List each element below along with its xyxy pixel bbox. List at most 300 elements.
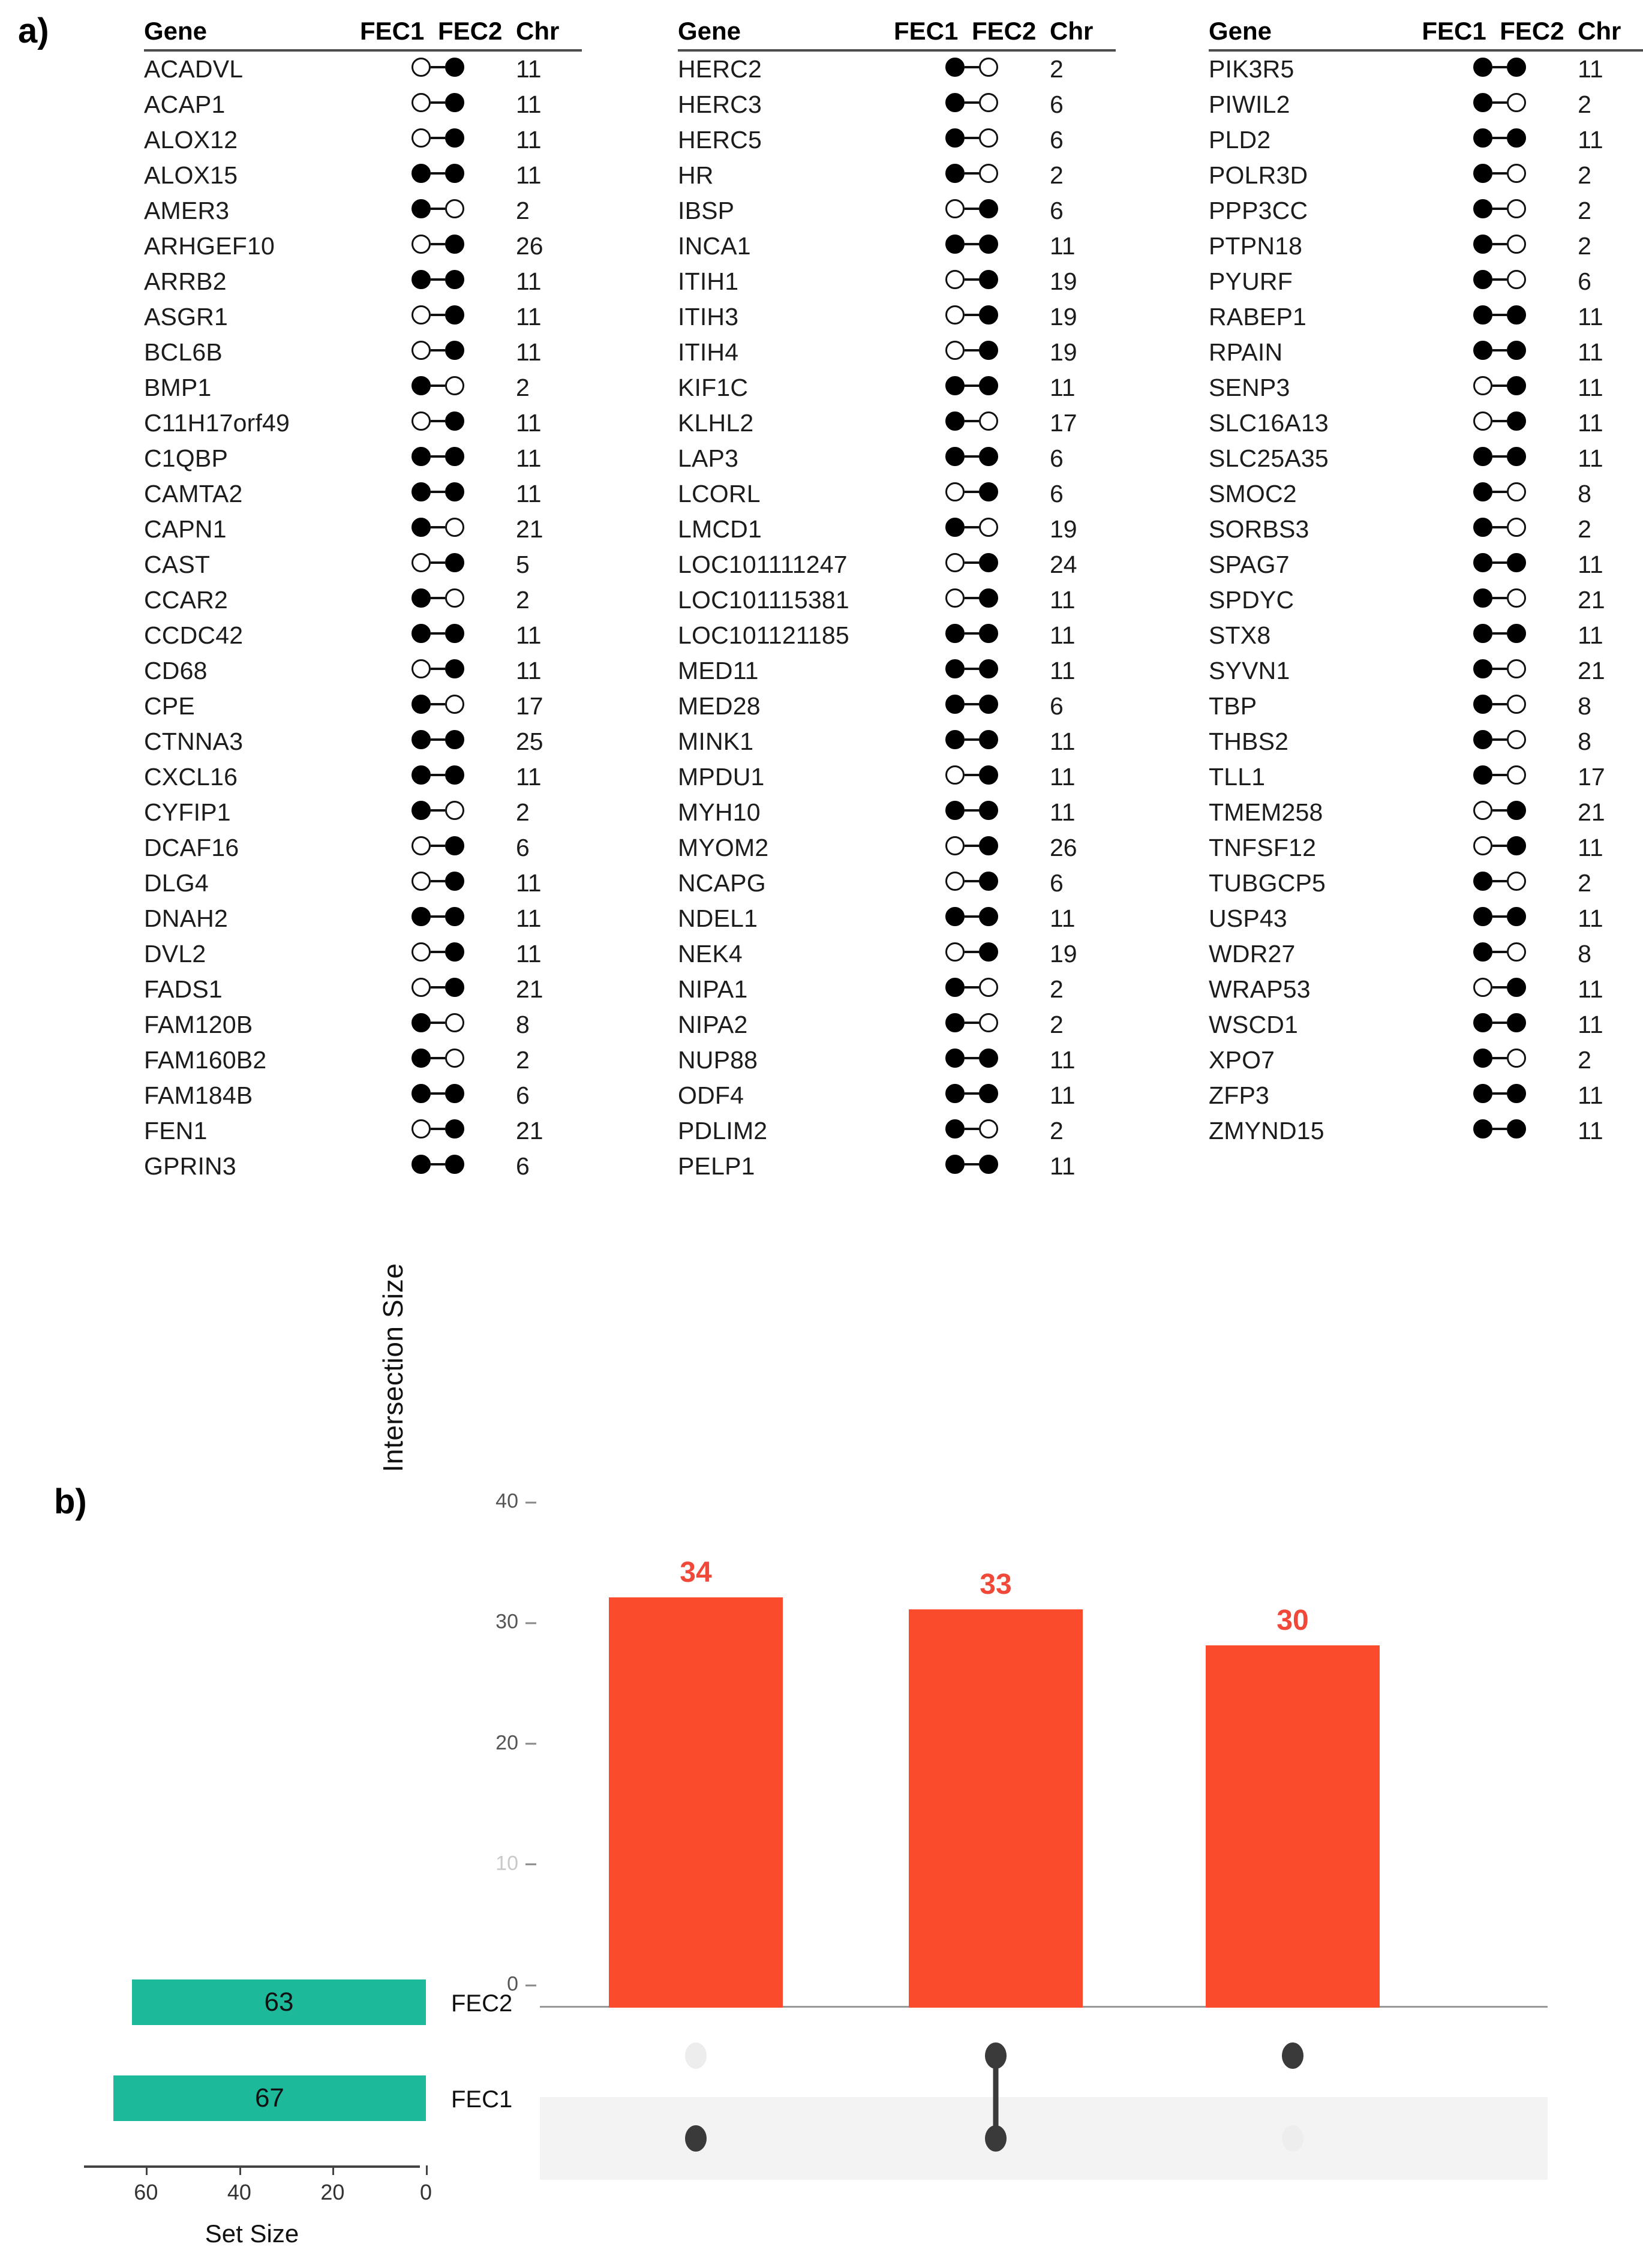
- fec2-open-dot-icon: [979, 411, 998, 431]
- gene-name: KIF1C: [678, 374, 749, 401]
- table-row: [1209, 512, 1643, 547]
- fec2-filled-dot-icon: [1507, 801, 1526, 820]
- dot-connector-icon: [431, 1092, 445, 1095]
- fec-dot-pair: [360, 724, 516, 759]
- gene-name: NCAPG: [678, 869, 766, 897]
- fec-dot-pair: [894, 689, 1050, 724]
- fec1-filled-dot-icon: [411, 801, 431, 820]
- fec-dot-pair: [360, 582, 516, 618]
- dot-connector-icon: [431, 561, 445, 564]
- fec2-filled-dot-icon: [1507, 836, 1526, 855]
- fec1-filled-dot-icon: [1473, 482, 1492, 501]
- gene-name: PLD2: [1209, 126, 1271, 154]
- fec-dot-pair: [894, 193, 1050, 229]
- fec2-filled-dot-icon: [1507, 1013, 1526, 1032]
- table-row: [144, 795, 582, 830]
- fec2-filled-dot-icon: [1507, 907, 1526, 926]
- chromosome-value: 11: [516, 91, 542, 118]
- fec1-filled-dot-icon: [1473, 447, 1492, 466]
- chromosome-value: 21: [1578, 657, 1605, 684]
- fec-dot-pair: [894, 441, 1050, 476]
- gene-name: WRAP53: [1209, 975, 1311, 1003]
- matrix-dot-active[interactable]: [1282, 2042, 1303, 2069]
- gene-name: FAM160B2: [144, 1046, 267, 1074]
- fec-dot-pair: [894, 653, 1050, 689]
- dot-connector-icon: [965, 632, 979, 635]
- chromosome-value: 11: [1050, 374, 1076, 401]
- fec2-filled-dot-icon: [445, 836, 464, 855]
- table-row: [678, 405, 1116, 441]
- gene-name: GPRIN3: [144, 1152, 236, 1180]
- fec2-filled-dot-icon: [445, 128, 464, 148]
- table-row: [678, 264, 1116, 299]
- fec-dot-pair: [894, 1078, 1050, 1113]
- fec1-filled-dot-icon: [411, 624, 431, 643]
- matrix-dot-inactive[interactable]: [685, 2042, 707, 2069]
- fec1-open-dot-icon: [945, 553, 965, 572]
- table-row: [144, 370, 582, 405]
- set-size-tick-mark: [426, 2165, 428, 2175]
- dot-connector-icon: [965, 668, 979, 670]
- gene-table: [144, 17, 582, 1184]
- fec-dot-pair: [360, 299, 516, 335]
- fec-dot-pair: [360, 1149, 516, 1184]
- chromosome-value: 11: [516, 763, 542, 791]
- dot-connector-icon: [1492, 1057, 1507, 1059]
- header-fec2: FEC2: [438, 17, 516, 50]
- gene-name: TBP: [1209, 692, 1257, 720]
- table-row: [678, 441, 1116, 476]
- fec1-filled-dot-icon: [1473, 730, 1492, 749]
- gene-name: PYURF: [1209, 268, 1293, 295]
- dot-connector-icon: [1492, 597, 1507, 599]
- table-row: [1209, 335, 1643, 370]
- fec2-open-dot-icon: [1507, 199, 1526, 218]
- fec-dot-pair: [360, 512, 516, 547]
- fec2-filled-dot-icon: [979, 801, 998, 820]
- table-row: [1209, 1007, 1643, 1043]
- dot-connector-icon: [965, 1128, 979, 1130]
- matrix-dot-inactive[interactable]: [1282, 2125, 1303, 2152]
- fec-dot-pair: [1422, 50, 1578, 87]
- header-fec1: FEC1: [360, 17, 438, 50]
- y-axis-tick-label: 40: [495, 1489, 518, 1513]
- chromosome-value: 11: [516, 480, 542, 507]
- gene-name: PTPN18: [1209, 232, 1303, 260]
- dot-connector-icon: [431, 1128, 445, 1130]
- fec-dot-pair: [1422, 582, 1578, 618]
- intersection-bar-value: 33: [980, 1569, 1012, 1601]
- dot-connector-icon: [431, 809, 445, 812]
- fec1-filled-dot-icon: [945, 93, 965, 112]
- fec-dot-pair: [1422, 689, 1578, 724]
- fec1-open-dot-icon: [945, 765, 965, 785]
- fec-dot-pair: [360, 866, 516, 901]
- table-row: [144, 901, 582, 936]
- chromosome-value: 11: [1050, 232, 1076, 260]
- fec1-filled-dot-icon: [945, 695, 965, 714]
- dot-connector-icon: [965, 951, 979, 953]
- set-name-label: FEC2: [451, 1990, 513, 2017]
- fec-dot-pair: [1422, 866, 1578, 901]
- fec2-filled-dot-icon: [445, 1155, 464, 1174]
- fec2-open-dot-icon: [1507, 270, 1526, 289]
- fec1-filled-dot-icon: [1473, 553, 1492, 572]
- dot-connector-icon: [1492, 951, 1507, 953]
- fec2-open-dot-icon: [979, 1119, 998, 1138]
- fec1-open-dot-icon: [411, 659, 431, 678]
- gene-name: DCAF16: [144, 834, 239, 861]
- fec2-filled-dot-icon: [1507, 341, 1526, 360]
- gene-name: ACADVL: [144, 55, 244, 83]
- table-row: [678, 370, 1116, 405]
- fec-dot-pair: [360, 405, 516, 441]
- gene-table-column-1: [144, 17, 582, 1184]
- fec1-filled-dot-icon: [945, 518, 965, 537]
- table-row: [678, 759, 1116, 795]
- fec-dot-pair: [1422, 724, 1578, 759]
- chromosome-value: 2: [516, 374, 530, 401]
- fec-dot-pair: [1422, 830, 1578, 866]
- gene-name: ARRB2: [144, 268, 227, 295]
- set-size-bar-value: 63: [264, 1987, 294, 2017]
- gene-name: USP43: [1209, 905, 1287, 932]
- set-name-label: FEC1: [451, 2086, 513, 2113]
- chromosome-value: 11: [1050, 798, 1076, 826]
- fec-dot-pair: [894, 299, 1050, 335]
- y-axis-tick: [495, 1611, 536, 1634]
- chromosome-value: 26: [1050, 834, 1077, 861]
- y-axis-tick-mark: [525, 1501, 536, 1503]
- fec1-filled-dot-icon: [1473, 695, 1492, 714]
- chromosome-value: 11: [1050, 1152, 1076, 1180]
- fec1-filled-dot-icon: [945, 58, 965, 77]
- fec1-filled-dot-icon: [945, 1084, 965, 1103]
- table-row: [1209, 1113, 1643, 1149]
- fec2-open-dot-icon: [1507, 765, 1526, 785]
- fec-dot-pair: [894, 50, 1050, 87]
- fec2-filled-dot-icon: [445, 447, 464, 466]
- gene-name: MED28: [678, 692, 761, 720]
- fec2-filled-dot-icon: [979, 305, 998, 325]
- fec2-filled-dot-icon: [979, 482, 998, 501]
- gene-name: HERC5: [678, 126, 762, 154]
- dot-connector-icon: [1492, 1022, 1507, 1024]
- chromosome-value: 2: [1578, 1046, 1591, 1074]
- dot-connector-icon: [965, 915, 979, 918]
- gene-name: LCORL: [678, 480, 761, 507]
- fec2-filled-dot-icon: [445, 164, 464, 183]
- fec1-open-dot-icon: [411, 1119, 431, 1138]
- chromosome-value: 11: [1050, 621, 1076, 649]
- fec-dot-pair: [360, 193, 516, 229]
- fec-dot-pair: [360, 229, 516, 264]
- fec1-filled-dot-icon: [945, 411, 965, 431]
- fec-dot-pair: [360, 264, 516, 299]
- fec-dot-pair: [1422, 476, 1578, 512]
- intersection-size-axis-label: Intersection Size: [377, 1263, 409, 1473]
- gene-name: RABEP1: [1209, 303, 1306, 331]
- fec-dot-pair: [360, 370, 516, 405]
- intersection-bar[interactable]: [909, 1609, 1083, 2008]
- fec1-open-dot-icon: [1473, 411, 1492, 431]
- chromosome-value: 2: [1050, 1011, 1064, 1038]
- dot-connector-icon: [965, 137, 979, 139]
- gene-name: CAST: [144, 551, 211, 578]
- table-row: [1209, 759, 1643, 795]
- gene-name: MYOM2: [678, 834, 769, 861]
- fec2-filled-dot-icon: [1507, 58, 1526, 77]
- table-row: [144, 759, 582, 795]
- fec2-open-dot-icon: [445, 695, 464, 714]
- dot-connector-icon: [1492, 561, 1507, 564]
- dot-connector-icon: [431, 1022, 445, 1024]
- gene-name: DNAH2: [144, 905, 228, 932]
- table-row: [678, 476, 1116, 512]
- fec2-open-dot-icon: [1507, 588, 1526, 608]
- table-row: [678, 724, 1116, 759]
- dot-connector-icon: [1492, 384, 1507, 387]
- dot-connector-icon: [1492, 738, 1507, 741]
- matrix-dot-active[interactable]: [985, 2125, 1007, 2152]
- fec-dot-pair: [360, 335, 516, 370]
- table-row: [144, 122, 582, 158]
- header-fec1: FEC1: [1422, 17, 1500, 50]
- chromosome-value: 2: [516, 197, 530, 224]
- y-axis-tick: [495, 1490, 536, 1513]
- gene-table: [678, 17, 1116, 1184]
- table-row: [1209, 547, 1643, 582]
- fec2-filled-dot-icon: [1507, 553, 1526, 572]
- chromosome-value: 8: [1578, 728, 1591, 755]
- dot-connector-icon: [1492, 774, 1507, 776]
- fec2-filled-dot-icon: [979, 1084, 998, 1103]
- dot-connector-icon: [965, 774, 979, 776]
- chromosome-value: 5: [516, 551, 530, 578]
- fec1-open-dot-icon: [945, 199, 965, 218]
- fec-dot-pair: [1422, 547, 1578, 582]
- fec2-filled-dot-icon: [445, 1084, 464, 1103]
- fec2-filled-dot-icon: [979, 1155, 998, 1174]
- fec-dot-pair: [360, 1078, 516, 1113]
- dot-connector-icon: [431, 349, 445, 352]
- chromosome-value: 11: [1578, 1011, 1603, 1038]
- chromosome-value: 19: [1050, 303, 1077, 331]
- dot-connector-icon: [965, 172, 979, 175]
- fec1-filled-dot-icon: [1473, 942, 1492, 962]
- fec-dot-pair: [894, 122, 1050, 158]
- table-row: [144, 50, 582, 87]
- chromosome-value: 11: [516, 126, 542, 154]
- fec1-filled-dot-icon: [1473, 872, 1492, 891]
- table-row: [678, 1078, 1116, 1113]
- fec-dot-pair: [1422, 1078, 1578, 1113]
- fec1-filled-dot-icon: [411, 270, 431, 289]
- fec-dot-pair: [894, 476, 1050, 512]
- chromosome-value: 11: [1578, 444, 1603, 472]
- dot-connector-icon: [431, 137, 445, 139]
- table-row: [144, 972, 582, 1007]
- fec-dot-pair: [1422, 335, 1578, 370]
- table-row: [678, 547, 1116, 582]
- fec-dot-pair: [1422, 441, 1578, 476]
- gene-name: CCDC42: [144, 621, 244, 649]
- fec2-filled-dot-icon: [979, 659, 998, 678]
- fec2-open-dot-icon: [445, 199, 464, 218]
- chromosome-value: 11: [1578, 55, 1603, 83]
- intersection-bar[interactable]: [609, 1597, 783, 2008]
- table-row: [678, 229, 1116, 264]
- fec2-filled-dot-icon: [1507, 1084, 1526, 1103]
- fec2-open-dot-icon: [979, 164, 998, 183]
- chromosome-value: 6: [1578, 268, 1591, 295]
- gene-name: SPAG7: [1209, 551, 1290, 578]
- table-row: [678, 795, 1116, 830]
- table-row: [1209, 122, 1643, 158]
- gene-name: AMER3: [144, 197, 230, 224]
- dot-connector-icon: [1492, 137, 1507, 139]
- fec2-open-dot-icon: [1507, 93, 1526, 112]
- chromosome-value: 2: [1578, 515, 1591, 543]
- chromosome-value: 11: [516, 161, 542, 189]
- gene-name: SLC25A35: [1209, 444, 1329, 472]
- fec1-filled-dot-icon: [1473, 588, 1492, 608]
- dot-connector-icon: [1492, 491, 1507, 493]
- fec-dot-pair: [1422, 972, 1578, 1007]
- fec-dot-pair: [360, 158, 516, 193]
- fec2-filled-dot-icon: [979, 199, 998, 218]
- fec1-open-dot-icon: [411, 93, 431, 112]
- table-row: [678, 87, 1116, 122]
- fec2-filled-dot-icon: [445, 482, 464, 501]
- table-row: [144, 724, 582, 759]
- set-size-tick-label: 20: [320, 2180, 345, 2204]
- chromosome-value: 11: [516, 303, 542, 331]
- gene-name: TUBGCP5: [1209, 869, 1326, 897]
- gene-name: CXCL16: [144, 763, 238, 791]
- matrix-dot-active[interactable]: [685, 2125, 707, 2152]
- panel-b-label: b): [54, 1482, 87, 1521]
- matrix-dot-active[interactable]: [985, 2042, 1007, 2069]
- dot-connector-icon: [431, 774, 445, 776]
- header-gene: Gene: [144, 17, 360, 50]
- fec-dot-pair: [894, 1043, 1050, 1078]
- gene-name: TMEM258: [1209, 798, 1323, 826]
- fec1-open-dot-icon: [945, 872, 965, 891]
- fec-dot-pair: [894, 1149, 1050, 1184]
- fec-dot-pair: [1422, 1007, 1578, 1043]
- chromosome-value: 11: [1050, 905, 1076, 932]
- dot-connector-icon: [431, 278, 445, 281]
- table-row: [144, 158, 582, 193]
- dot-connector-icon: [1492, 420, 1507, 422]
- table-header-row: [144, 17, 582, 50]
- gene-name: ALOX12: [144, 126, 238, 154]
- fec1-open-dot-icon: [411, 235, 431, 254]
- dot-connector-icon: [431, 1057, 445, 1059]
- table-row: [678, 689, 1116, 724]
- fec1-filled-dot-icon: [945, 235, 965, 254]
- table-row: [1209, 87, 1643, 122]
- chromosome-value: 19: [1050, 940, 1077, 968]
- chromosome-value: 11: [516, 444, 542, 472]
- fec2-filled-dot-icon: [979, 765, 998, 785]
- table-row: [144, 936, 582, 972]
- fec1-filled-dot-icon: [1473, 765, 1492, 785]
- set-size-tick-mark: [332, 2165, 334, 2175]
- gene-name: ODF4: [678, 1082, 744, 1109]
- dot-connector-icon: [1492, 208, 1507, 210]
- gene-name: PDLIM2: [678, 1117, 768, 1144]
- fec-dot-pair: [894, 972, 1050, 1007]
- chromosome-value: 11: [1578, 303, 1603, 331]
- table-row: [144, 618, 582, 653]
- fec1-filled-dot-icon: [945, 907, 965, 926]
- dot-connector-icon: [965, 455, 979, 458]
- table-row: [144, 512, 582, 547]
- chromosome-value: 17: [1050, 409, 1077, 437]
- fec-dot-pair: [894, 229, 1050, 264]
- chromosome-value: 6: [1050, 869, 1064, 897]
- gene-name: HERC3: [678, 91, 762, 118]
- fec2-filled-dot-icon: [979, 695, 998, 714]
- fec1-filled-dot-icon: [411, 1049, 431, 1068]
- fec-dot-pair: [360, 547, 516, 582]
- chromosome-value: 21: [516, 975, 543, 1003]
- dot-connector-icon: [965, 738, 979, 741]
- dot-connector-icon: [431, 668, 445, 670]
- chromosome-value: 11: [1578, 551, 1603, 578]
- intersection-bar[interactable]: [1206, 1645, 1380, 2008]
- table-row: [1209, 689, 1643, 724]
- table-row: [144, 229, 582, 264]
- dot-connector-icon: [965, 809, 979, 812]
- fec-dot-pair: [894, 264, 1050, 299]
- chromosome-value: 11: [1578, 338, 1603, 366]
- gene-name: CYFIP1: [144, 798, 231, 826]
- dot-connector-icon: [965, 66, 979, 68]
- fec2-filled-dot-icon: [979, 624, 998, 643]
- chromosome-value: 11: [516, 409, 542, 437]
- y-axis-tick: [495, 1731, 536, 1755]
- fec1-open-dot-icon: [945, 270, 965, 289]
- table-row: [1209, 441, 1643, 476]
- fec2-open-dot-icon: [979, 128, 998, 148]
- chromosome-value: 17: [516, 692, 543, 720]
- chromosome-value: 8: [1578, 480, 1591, 507]
- chromosome-value: 2: [516, 586, 530, 614]
- y-axis-tick-label: 20: [495, 1731, 518, 1755]
- gene-name: DVL2: [144, 940, 206, 968]
- gene-name: MYH10: [678, 798, 761, 826]
- dot-connector-icon: [965, 597, 979, 599]
- chromosome-value: 11: [516, 268, 542, 295]
- fec-dot-pair: [1422, 87, 1578, 122]
- fec-dot-pair: [894, 512, 1050, 547]
- table-row: [678, 830, 1116, 866]
- fec1-filled-dot-icon: [411, 1013, 431, 1032]
- dot-connector-icon: [965, 1092, 979, 1095]
- fec2-open-dot-icon: [445, 1013, 464, 1032]
- gene-name: FEN1: [144, 1117, 208, 1144]
- fec1-filled-dot-icon: [945, 978, 965, 997]
- chromosome-value: 24: [1050, 551, 1077, 578]
- fec2-open-dot-icon: [1507, 518, 1526, 537]
- dot-connector-icon: [965, 314, 979, 316]
- gene-name: ACAP1: [144, 91, 226, 118]
- fec2-filled-dot-icon: [445, 270, 464, 289]
- dot-connector-icon: [1492, 455, 1507, 458]
